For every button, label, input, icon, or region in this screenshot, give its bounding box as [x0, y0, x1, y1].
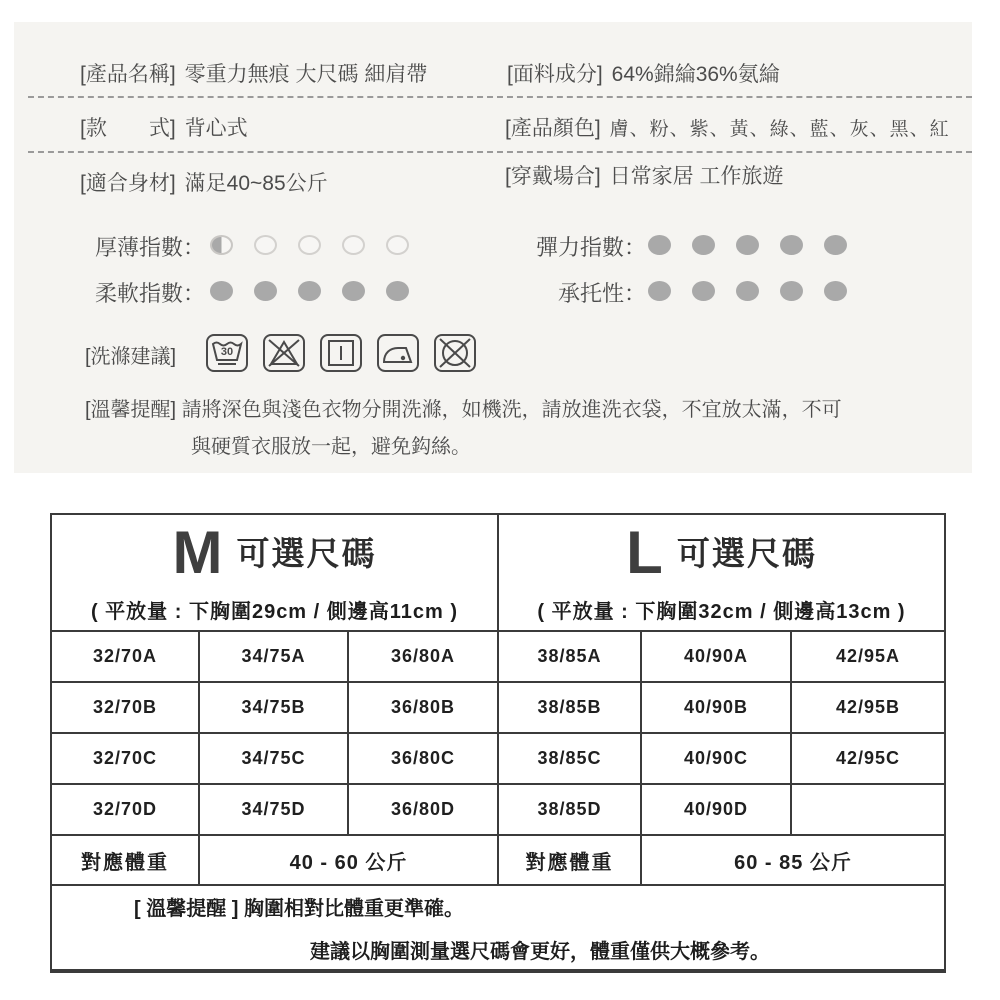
- rating-dot: [736, 235, 759, 255]
- occasion-row: [505, 160, 784, 190]
- rating-dot: [342, 235, 365, 255]
- fabric-value: 64%錦綸36%氨綸: [611, 63, 780, 86]
- size-cell-m-b3: 36/80B: [349, 683, 497, 732]
- rating-dot: [298, 235, 321, 255]
- size-cell-l-a1: 38/85A: [499, 632, 640, 681]
- weight-value-l: 60 - 85 公斤: [642, 836, 944, 884]
- rating-dot: [342, 281, 365, 301]
- size-cell-m-a1: 32/70A: [52, 632, 198, 681]
- weight-label-m: 對應體重: [52, 836, 198, 884]
- size-l-letter: L: [626, 519, 663, 586]
- divider-dashed-1: [28, 96, 972, 98]
- rating-dot: [824, 281, 847, 301]
- size-cell-m-c1: 32/70C: [52, 734, 198, 783]
- fit-label: [適合身材]: [80, 172, 176, 195]
- machine-wash-30-icon: [205, 333, 262, 373]
- size-cell-l-b1: 38/85B: [499, 683, 640, 732]
- occasion-value: 日常家居 工作旅遊: [609, 165, 784, 188]
- rating-dot: [386, 281, 409, 301]
- colors-value: 膚、粉、紫、黃、綠、藍、灰、黑、紅: [609, 119, 950, 140]
- rating-dot: [780, 235, 803, 255]
- size-cell-m-b2: 34/75B: [200, 683, 347, 732]
- table-note-line2: 建議以胸圍測量選尺碼會更好，體重僅供大概參考。: [310, 940, 770, 963]
- fabric-label: [面料成分]: [507, 63, 603, 86]
- style-label: [款 式]: [80, 117, 176, 140]
- rating-dot: [692, 281, 715, 301]
- size-cell-l-c3: 42/95C: [792, 734, 944, 783]
- size-m-subtitle: ( 平放量 : 下胸圍29cm / 側邊高11cm ): [90, 601, 459, 623]
- divider-dashed-2: [28, 151, 972, 153]
- size-cell-m-d1: 32/70D: [52, 785, 198, 834]
- style-value: 背心式: [184, 117, 248, 140]
- size-cell-m-c3: 36/80C: [349, 734, 497, 783]
- care-note-text1: 請將深色與淺色衣物分開洗滌，如機洗，請放進洗衣袋，不宜放太滿，不可: [181, 399, 842, 421]
- fit-row: [80, 167, 328, 197]
- size-cell-m-c2: 34/75C: [200, 734, 347, 783]
- rating-dot: [648, 281, 671, 301]
- do-not-dry-clean-icon: [433, 333, 490, 373]
- elasticity-index-label: 彈力指數：: [535, 235, 646, 260]
- size-cell-l-c1: 38/85C: [499, 734, 640, 783]
- do-not-bleach-icon: [262, 333, 319, 373]
- svg-text:30: 30: [220, 346, 234, 358]
- size-table: [50, 513, 946, 973]
- washing-advice-label: [洗滌建議]: [85, 346, 177, 368]
- elasticity-index-dots: [648, 235, 868, 255]
- size-m-letter: M: [172, 519, 223, 586]
- size-l-title: 可選尺碼: [676, 534, 817, 572]
- fit-value: 滿足40~85公斤: [184, 172, 328, 195]
- care-note-line2: 與硬質衣服放一起，避免鈎絲。: [191, 436, 471, 458]
- iron-one-dot-icon: [376, 333, 433, 373]
- rating-dot: [824, 235, 847, 255]
- table-note-line1: [ 溫馨提醒 ] 胸圍相對比體重更準確。: [134, 897, 464, 920]
- support-index-label: 承托性：: [557, 281, 646, 306]
- size-cell-l-a2: 40/90A: [642, 632, 790, 681]
- size-cell-m-b1: 32/70B: [52, 683, 198, 732]
- product-name-value: 零重力無痕 大尺碼 細肩帶: [184, 63, 428, 86]
- product-name-label: [產品名稱]: [80, 63, 176, 86]
- weight-label-l: 對應體重: [499, 836, 640, 884]
- rating-dot: [648, 235, 671, 255]
- product-spec-panel: [14, 22, 972, 473]
- size-cell-m-a2: 34/75A: [200, 632, 347, 681]
- size-cell-l-d1: 38/85D: [499, 785, 640, 834]
- size-l-subtitle: ( 平放量 : 下胸圍32cm / 側邊高13cm ): [537, 601, 906, 623]
- size-cell-l-d2: 40/90D: [642, 785, 790, 834]
- rating-dot: [210, 281, 233, 301]
- softness-index-label: 柔軟指數：: [95, 281, 206, 306]
- rating-dot: [386, 235, 409, 255]
- size-cell-l-b3: 42/95B: [792, 683, 944, 732]
- thickness-index-label: 厚薄指數：: [95, 235, 206, 260]
- colors-row: [505, 112, 950, 142]
- thickness-index-dots: [210, 235, 430, 255]
- size-cell-m-d3: 36/80D: [349, 785, 497, 834]
- size-cell-l-d3: [792, 785, 944, 834]
- weight-value-m: 40 - 60 公斤: [200, 836, 497, 884]
- drip-dry-icon: [319, 333, 376, 373]
- size-m-title: 可選尺碼: [236, 534, 377, 572]
- rating-dot: [210, 235, 233, 255]
- size-l-header: [499, 515, 944, 630]
- size-cell-l-c2: 40/90C: [642, 734, 790, 783]
- rating-dot: [298, 281, 321, 301]
- support-index-dots: [648, 281, 868, 301]
- care-note-label: [溫馨提醒]: [85, 399, 177, 421]
- occasion-label: [穿戴場合]: [505, 165, 601, 188]
- rating-dot: [254, 281, 277, 301]
- care-note-line1: [85, 393, 842, 422]
- size-cell-l-a3: 42/95A: [792, 632, 944, 681]
- size-cell-m-a3: 36/80A: [349, 632, 497, 681]
- rating-dot: [736, 281, 759, 301]
- size-m-header: [52, 515, 497, 630]
- washing-icons-row: [205, 333, 490, 373]
- size-cell-m-d2: 34/75D: [200, 785, 347, 834]
- rating-dot: [254, 235, 277, 255]
- softness-index-dots: [210, 281, 430, 301]
- rating-dot: [692, 235, 715, 255]
- size-cell-l-b2: 40/90B: [642, 683, 790, 732]
- colors-label: [產品顏色]: [505, 117, 601, 140]
- style-row: [80, 112, 248, 142]
- rating-dot: [780, 281, 803, 301]
- product-name-row: [80, 58, 427, 88]
- fabric-row: [507, 58, 780, 88]
- table-note: [52, 886, 944, 969]
